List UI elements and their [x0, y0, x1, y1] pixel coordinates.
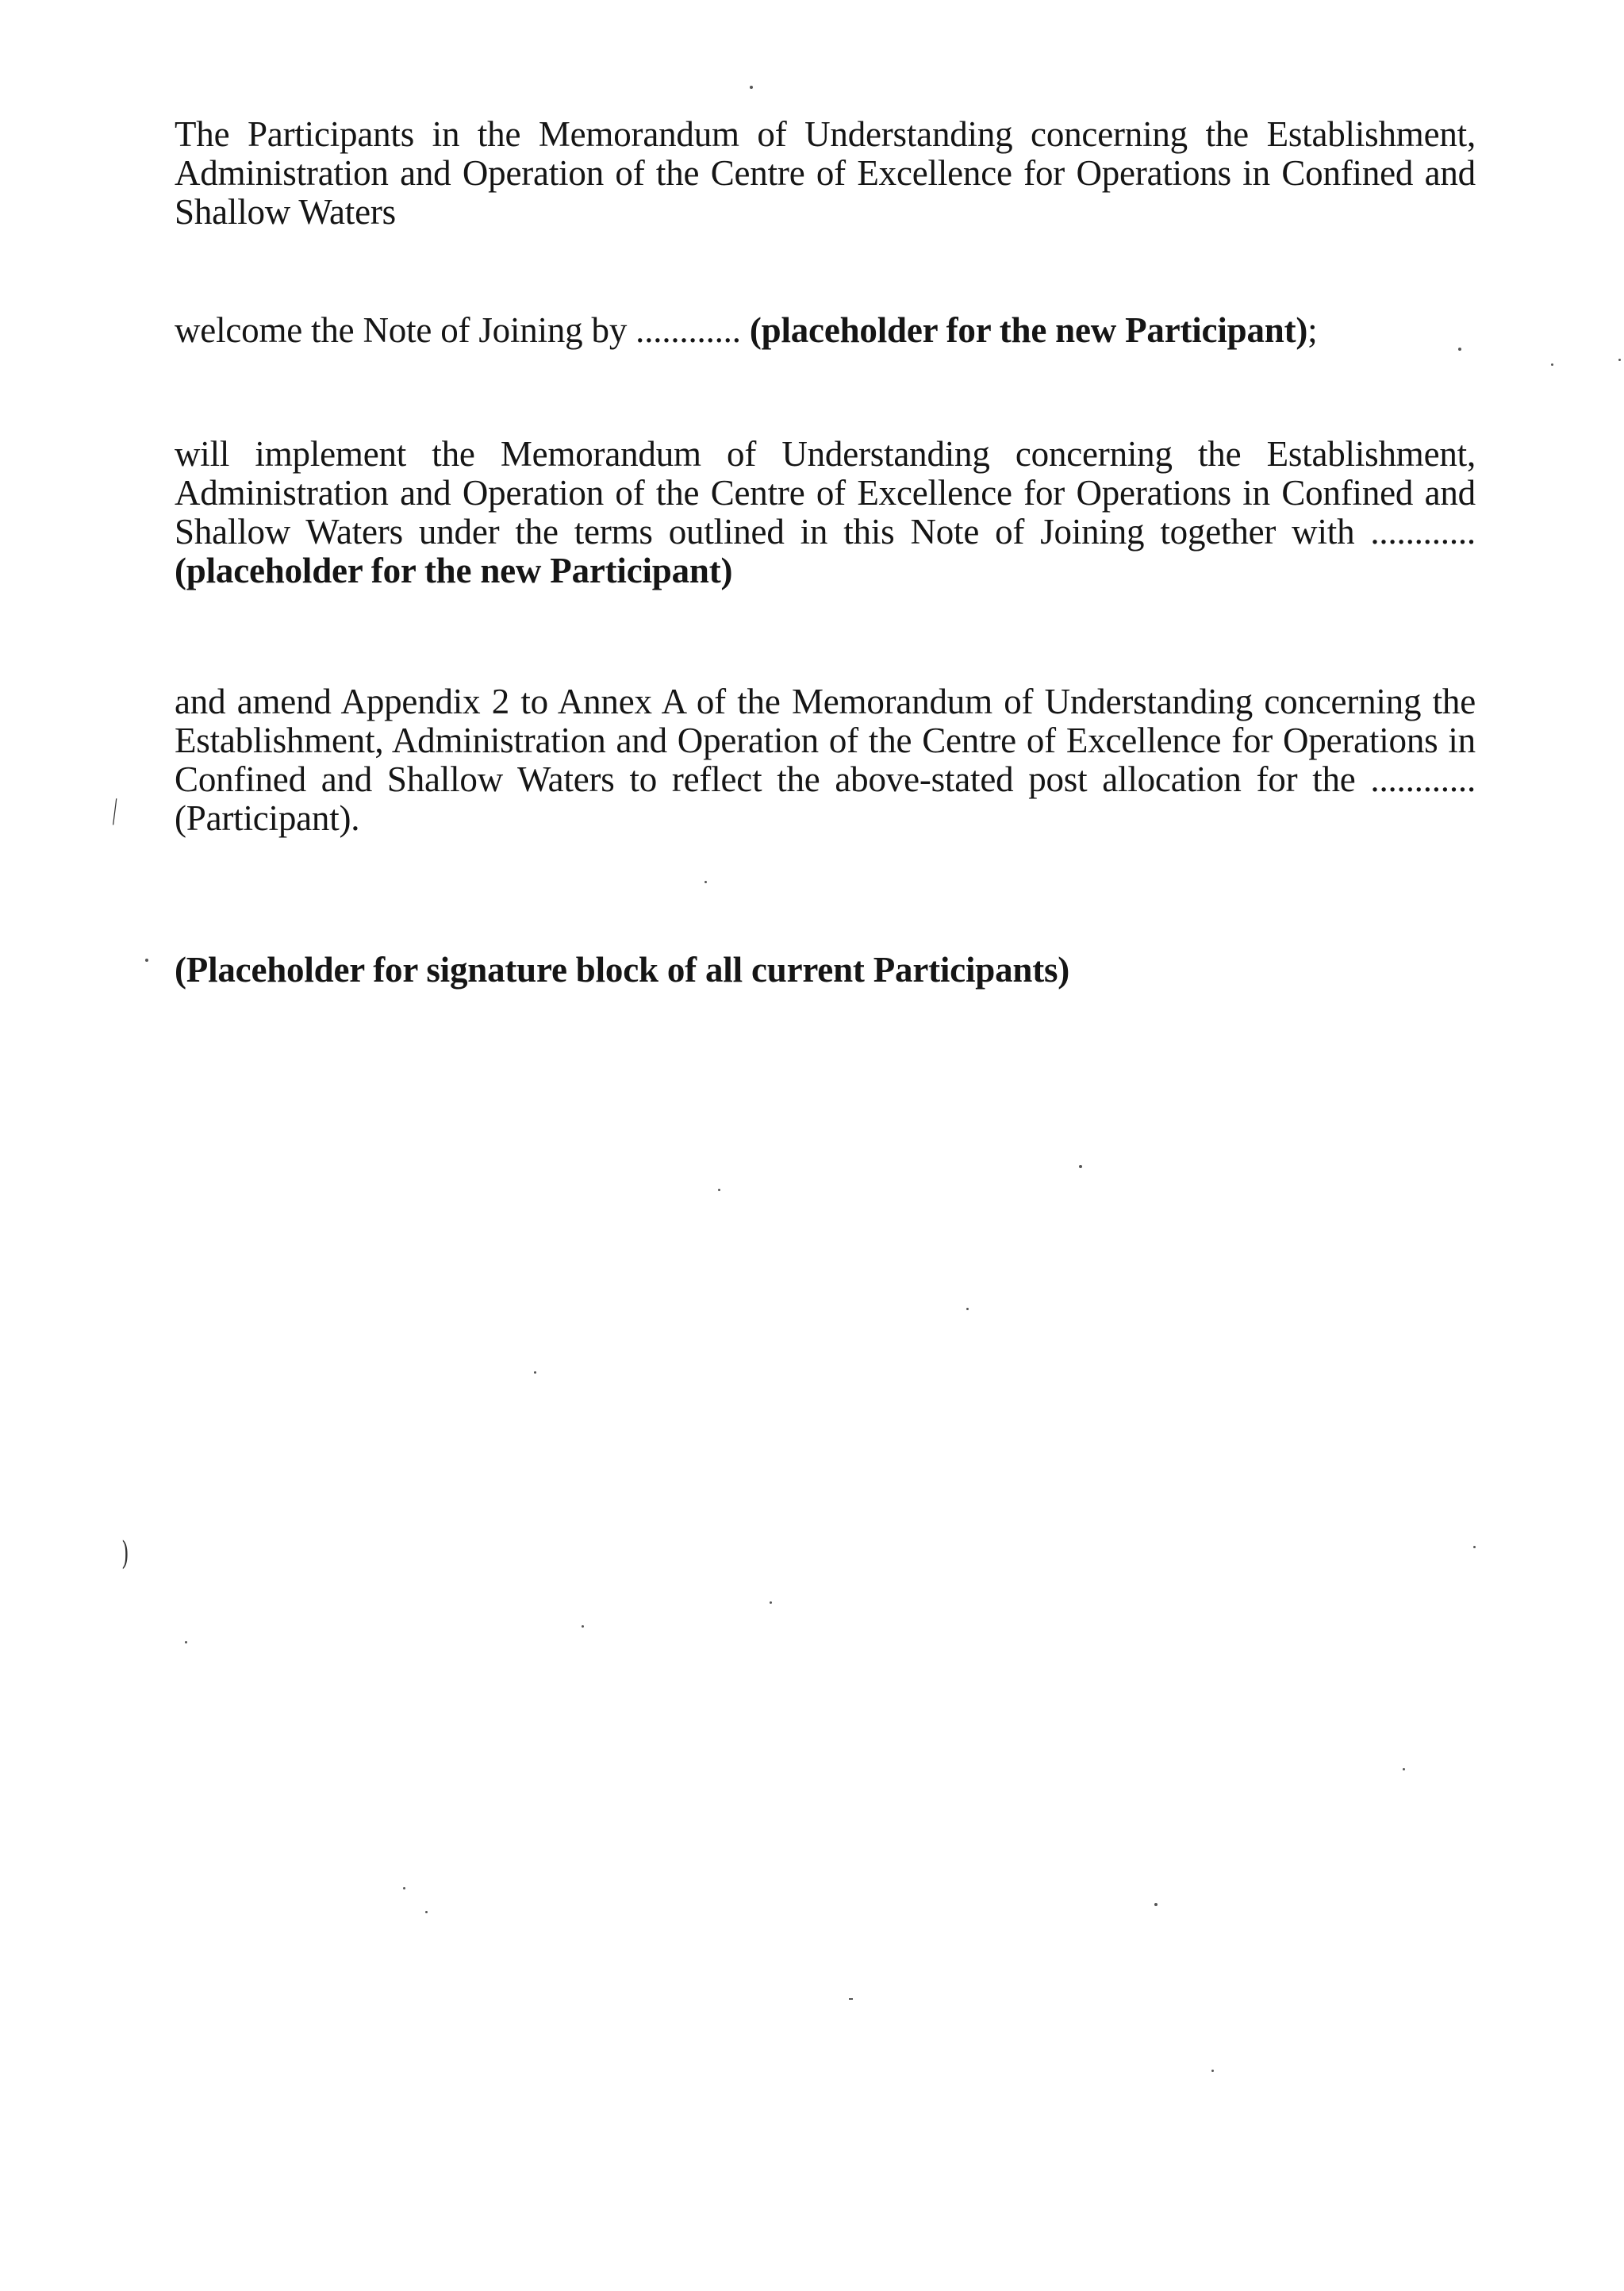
welcome-paragraph: [175, 311, 1476, 350]
scan-speck: [770, 1601, 772, 1604]
scan-speck: [849, 1998, 853, 2000]
welcome-suffix: ;: [1307, 310, 1318, 350]
implement-text: will implement the Memorandum of Understanding concerning the Establishment, Administration and Operation of the Centre of Excellence for Operations in Confined and Shallow Waters under the terms outlined in this Note of Joining together with ............: [175, 434, 1476, 552]
scan-speck: [425, 1911, 428, 1913]
scan-speck: [705, 881, 707, 883]
implement-paragraph: [175, 435, 1476, 590]
scan-mark: ): [121, 1536, 129, 1572]
scan-speck: [966, 1308, 969, 1310]
signature-placeholder: [175, 951, 1476, 990]
welcome-text: welcome the Note of Joining by ............: [175, 310, 750, 350]
scan-speck: [1211, 2070, 1214, 2072]
signature-placeholder-text: (Placeholder for signature block of all current Participants): [175, 950, 1070, 990]
scan-speck: [1551, 363, 1553, 366]
welcome-placeholder: (placeholder for the new Participant): [749, 310, 1308, 350]
scan-speck: [1473, 1546, 1476, 1548]
scan-speck: [403, 1887, 405, 1889]
scan-speck: [185, 1641, 187, 1643]
scan-speck: [1618, 359, 1621, 361]
scan-speck: [750, 86, 753, 89]
intro-paragraph: The Participants in the Memorandum of Understanding concerning the Establishment, Administration and Operation of the Centre of Excellence for Operations in Confined and Shallow Waters: [175, 114, 1476, 232]
scan-speck: [1154, 1903, 1158, 1906]
scan-mark: /: [113, 794, 117, 830]
scan-speck: [1458, 348, 1461, 351]
scan-speck: [582, 1625, 584, 1628]
scan-speck: [145, 959, 148, 962]
scan-speck: [534, 1371, 536, 1374]
implement-placeholder: (placeholder for the new Participant): [175, 551, 733, 590]
scan-speck: [1403, 1768, 1405, 1770]
amend-paragraph: and amend Appendix 2 to Annex A of the Memorandum of Understanding concerning the Establishment, Administration and Operation of the Centre of Excellence for Operations in Confined and Shallow Waters to reflect the above-stated post allocation for the ............ (Participant).: [175, 682, 1476, 838]
scan-speck: [1079, 1165, 1082, 1168]
scan-speck: [718, 1189, 720, 1191]
